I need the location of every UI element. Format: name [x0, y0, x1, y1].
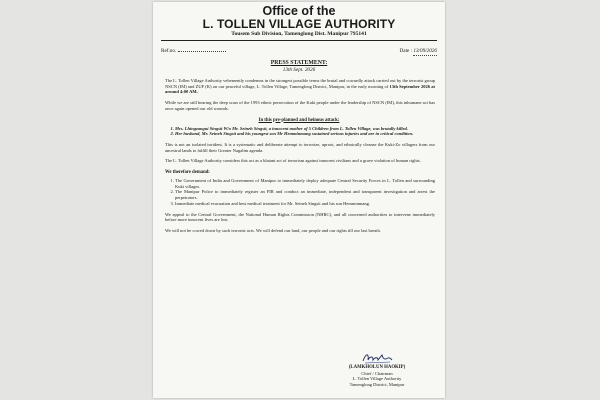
office-title: Office of the: [262, 4, 336, 18]
demand-heading: We therefore demand:: [165, 170, 210, 176]
ref-value: [178, 51, 226, 52]
list-item: 3. Immediate medical evacuation and best medical treatment for Mr. Seineh Singsit and his son Hemminmang.: [175, 201, 435, 207]
ref-field: [161, 48, 226, 56]
signature-block: [317, 351, 437, 387]
reference-row: [161, 48, 437, 56]
paragraph-systematic: This is not an isolated incident. It is a systematic and deliberate attempt to terrorize, uproot, and ethnically cleanse the Kuki-Zo villagers from our ancestral lands to fulfill their Greater Nagalim agenda.: [165, 141, 435, 153]
demand-list: [165, 178, 435, 207]
paragraph-terrorism: The L. Tollen Village Authority considers this act as a blatant act of terrorism against innocent civilians and a grave violation of human rights.: [165, 158, 421, 164]
statement-date: 13th Sept. 2026: [282, 67, 316, 73]
signatory-org: L. Tollen Village Authority: [352, 376, 402, 382]
attack-time: 13th September 2026 at around 4:00 AM.: [165, 83, 435, 95]
handwritten-signature: [360, 351, 394, 365]
list-item: 1. Mrs. Lhingzangui Singsit W/o Mr. Seineh Singsit, a innocent mother of 5 Children from L. Tollen Village, was brutally killed.: [175, 126, 435, 132]
signatory-title: Chief / Chairman: [361, 370, 393, 376]
list-item: 2. The Manipur Police to immediately register an FIR and conduct an immediate, independent and transparent investigation and arrest the perpetrators.: [175, 189, 435, 200]
date-label: Date :: [399, 48, 413, 54]
statement-heading: PRESS STATEMENT:: [270, 60, 328, 66]
paragraph-history: While we are still bearing the deep scars of the 1993 ethnic persecution of the Kuki people under the leadership of NSCN (IM), this inhumane act has once again opened our old wounds.: [165, 100, 435, 111]
list-item: 2. Her husband, Mr. Seineh Singsit and his youngest son Mr Hemminmang sustained serious injuries and are in critical condition.: [175, 131, 435, 137]
authority-title: L. TOLLEN VILLAGE AUTHORITY: [202, 17, 396, 31]
signatory-name: (LAMKHOLUN HAOKIP): [348, 365, 406, 370]
attack-heading: In this pre-planned and heinous attack:: [258, 117, 340, 123]
paragraph-appeal: We appeal to the Central Government, the National Human Rights Commission (NHRC), and all concerned authorities to intervene immediately before more innocent lives are lost.: [165, 211, 435, 223]
attack-list: [165, 126, 435, 137]
date-value: 13/09/2026: [413, 48, 437, 54]
signatory-place: Tamenglong District, Manipur: [349, 381, 405, 387]
press-statement-document: [153, 2, 445, 398]
paragraph-condemnation: [165, 78, 435, 95]
list-item: 1. The Government of India and Government of Manipur to immediately deploy adequate Central Security Forces in L. Tollen and surrounding Kuki villages.: [175, 178, 435, 189]
ref-label: Ref.no.: [161, 48, 177, 54]
paragraph-text: The L. Tollen Village Authority vehemently condemns in the strongest possible terms the brutal and cowardly attack carried out by the terrorist group NSCN (IM) and ZUF (K) on our peaceful village, L. Tollen Village, Tamenglong District, Manipur, in the early morning of: [165, 78, 435, 89]
sub-division-line: Tousem Sub Division, Tamenglong Dist. Manipur 795141: [231, 31, 367, 37]
header-divider: [161, 40, 437, 41]
date-field: [400, 48, 437, 56]
paragraph-resolve: We will not be cowed down by such terrorist acts. We will defend our land, our people and our rights till our last breath.: [165, 227, 381, 233]
